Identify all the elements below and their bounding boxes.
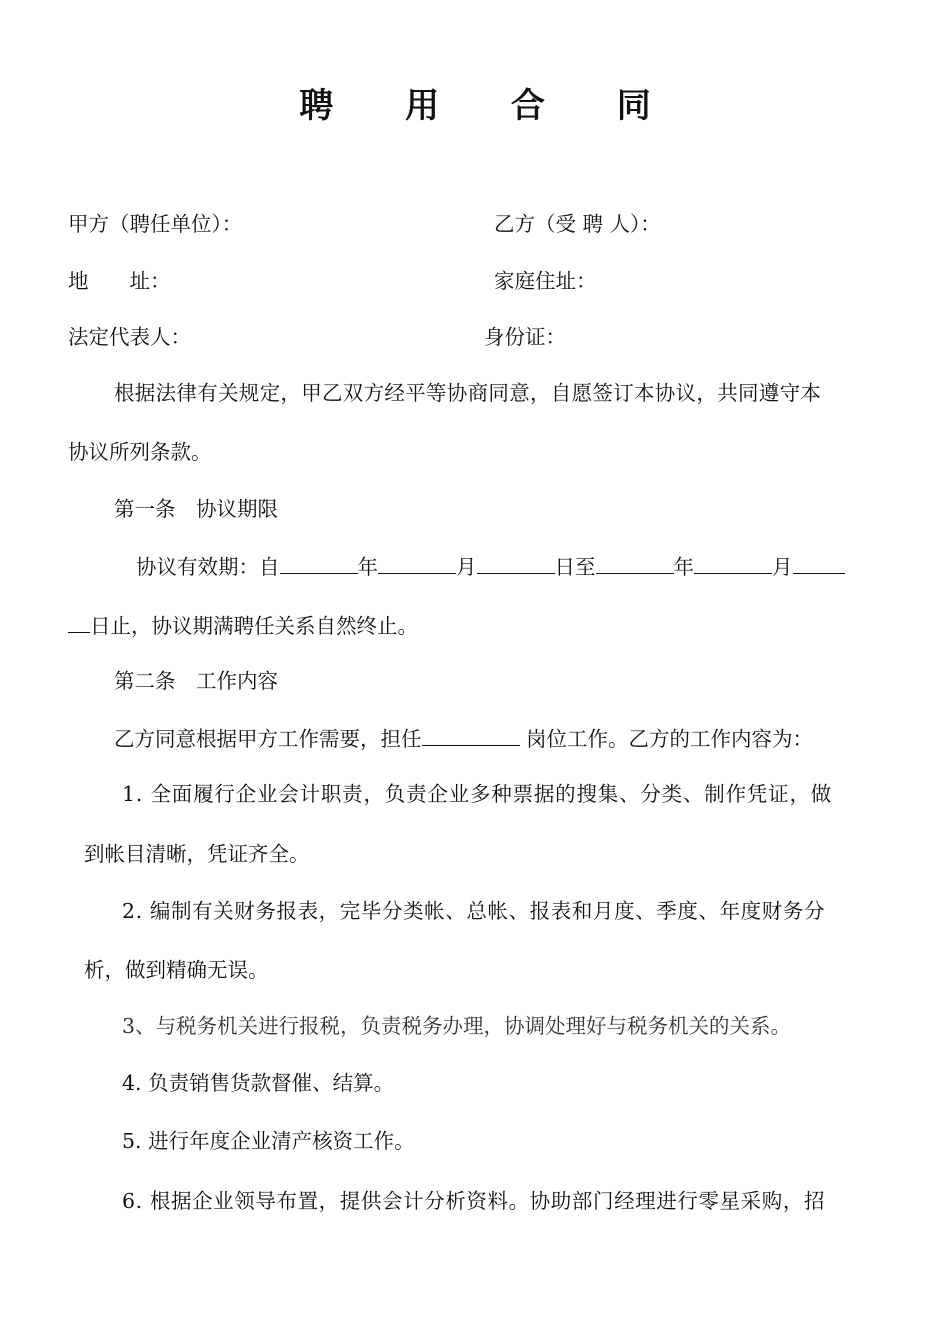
id-card-label: 身份证： [484, 325, 566, 349]
start-year-blank [280, 553, 358, 574]
preamble-line-1: 根据法律有关规定，甲乙双方经平等协商同意，自愿签订本协议，共同遵守本 [114, 381, 822, 405]
page-title: 聘 用 合 同 [299, 86, 681, 126]
end-day-blank-cont [68, 612, 90, 633]
duty-intro-end: 岗位工作。乙方的工作内容为： [519, 727, 814, 751]
party-b-label: 乙方（受 聘 人）： [494, 212, 661, 236]
home-address-label: 家庭住址： [494, 269, 597, 293]
party-a-label: 甲方（聘任单位）： [68, 212, 243, 236]
term-end-text: 日止，协议期满聘任关系自然终止。 [90, 614, 418, 638]
month-label-2: 月 [772, 555, 793, 579]
legal-rep-label: 法定代表人： [68, 325, 191, 349]
duty-intro [114, 725, 813, 752]
start-day-blank [477, 553, 555, 574]
address-label: 地 址： [68, 269, 171, 293]
end-month-blank [694, 553, 772, 574]
position-blank [422, 725, 520, 746]
end-day-blank [793, 553, 845, 574]
start-month-blank [378, 553, 456, 574]
item-1-line-1: 1. 全面履行企业会计职责，负责企业多种票据的搜集、分类、制作凭证，做 [122, 782, 833, 806]
month-label: 月 [456, 555, 477, 579]
item-6: 6. 根据企业领导布置，提供会计分析资料。协助部门经理进行零星采购，招 [122, 1189, 826, 1213]
item-2-line-2: 析，做到精确无误。 [84, 958, 269, 982]
term-line-1 [136, 553, 845, 580]
preamble-line-2: 协议所列条款。 [68, 440, 212, 464]
item-5: 5. 进行年度企业清产核资工作。 [122, 1129, 415, 1153]
item-4: 4. 负责销售货款督催、结算。 [122, 1071, 395, 1095]
item-3: 3、与税务机关进行报税，负责税务办理，协调处理好与税务机关的关系。 [122, 1014, 792, 1038]
year-label-2: 年 [673, 555, 694, 579]
duty-intro-start: 乙方同意根据甲方工作需要，担任 [114, 727, 422, 751]
article-1-heading: 第一条 协议期限 [114, 497, 278, 521]
article-2-heading: 第二条 工作内容 [114, 669, 278, 693]
item-1-line-2: 到帐目清晰，凭证齐全。 [84, 842, 310, 866]
item-2-line-1: 2. 编制有关财务报表，完毕分类帐、总帐、报表和月度、季度、年度财务分 [122, 899, 826, 923]
term-line-2 [68, 612, 418, 639]
term-start-label: 协议有效期：自 [136, 555, 280, 579]
end-year-blank [596, 553, 674, 574]
day-to-label: 日至 [554, 555, 596, 579]
year-label: 年 [357, 555, 378, 579]
